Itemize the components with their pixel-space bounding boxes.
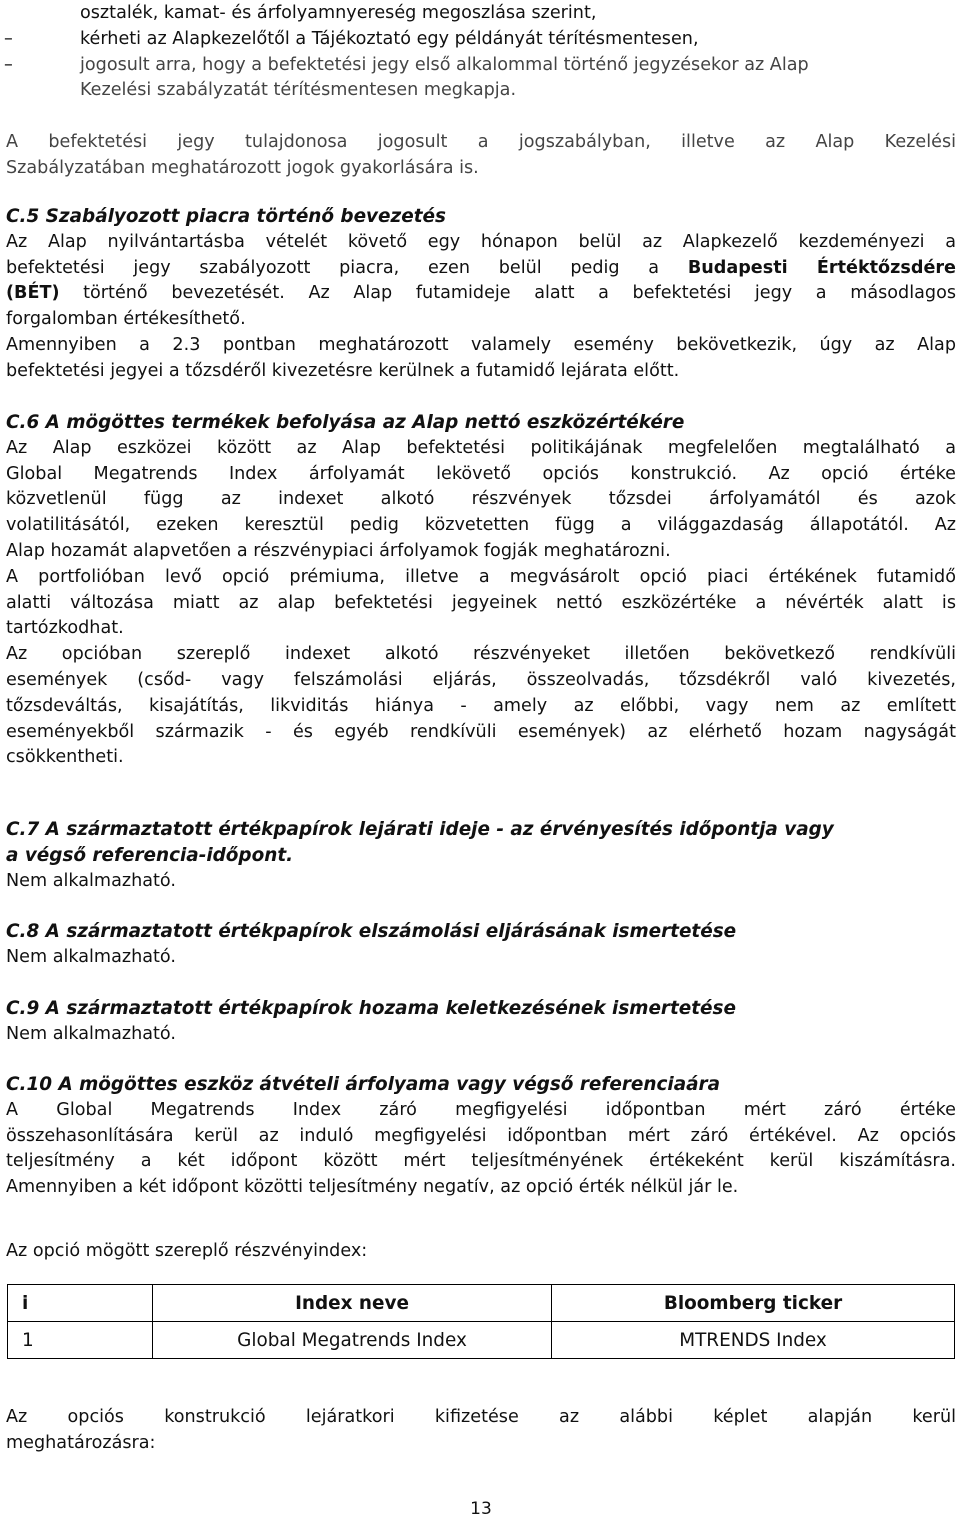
section-c10 xyxy=(6,1072,956,1201)
paragraph-line: Az Alap nyilvántartásba vételét követő egy hónapon belül az Alapkezelő kezdeményezi a xyxy=(6,231,956,252)
section-c8 xyxy=(6,919,956,971)
dash-bullet: – xyxy=(4,54,13,75)
bold-text: Budapesti Értéktőzsdére xyxy=(687,257,956,278)
paragraph-line: összehasonlítására kerül az induló megfigyelési időpontban mért záró értékével. Az opciós xyxy=(6,1125,956,1146)
section-c5 xyxy=(6,204,956,385)
section-heading: C.9 A származtatott értékpapírok hozama keletkezésének ismertetése xyxy=(6,998,736,1019)
page-number: 13 xyxy=(470,1499,492,1519)
paragraph-line: Amennyiben a 2.3 pontban meghatározott valamely esemény bekövetkezik, úgy az Alap xyxy=(6,334,956,355)
list-item-text: kérheti az Alapkezelőtől a Tájékoztató egy példányát térítésmentesen, xyxy=(80,28,699,49)
section-c6 xyxy=(6,410,956,771)
section-heading: C.8 A származtatott értékpapírok elszámolási eljárásának ismertetése xyxy=(6,921,737,942)
paragraph-line: alatti változása miatt az alap befektetési jegyeinek nettó eszközértéke a névérték alatt is xyxy=(6,592,956,613)
bold-text: (BÉT) xyxy=(6,283,60,304)
section-c7 xyxy=(6,817,956,894)
table-header-cell: Index neve xyxy=(153,1285,552,1322)
paragraph-line: Az opcióban szereplő indexet alkotó részvényeket illetően bekövetkező rendkívüli xyxy=(6,644,956,665)
dash-bullet: – xyxy=(4,28,13,49)
paragraph-line: tőzsdeváltás, kisajátítás, likviditás hiánya - amely az előbbi, vagy nem az említett xyxy=(6,695,956,716)
list-item xyxy=(6,27,956,53)
closing-paragraph xyxy=(6,1405,956,1457)
text-span: történő bevezetését. Az Alap futamideje alatt a befektetési jegy a másodlagos xyxy=(59,283,956,304)
paragraph-line: meghatározásra: xyxy=(6,1432,156,1453)
investor-rights-list xyxy=(6,1,956,104)
paragraph-line: A Global Megatrends Index záró megfigyelési időpontban mért záró értéke xyxy=(6,1099,956,1120)
section-heading: C.5 Szabályozott piacra történő bevezetés xyxy=(6,206,446,227)
text-span: befektetési jegy szabályozott piacra, ezen belül pedig a xyxy=(6,257,688,278)
table-cell: 1 xyxy=(8,1322,153,1359)
paragraph-line: befektetési jegyei a tőzsdéről kivezetésre kerülnek a futamidő lejárata előtt. xyxy=(6,360,680,381)
table-row xyxy=(8,1322,955,1359)
table-header-row xyxy=(8,1285,955,1322)
paragraph-line: Az Alap eszközei között az Alap befektetési politikájának megfelelően megtalálható a xyxy=(6,437,956,458)
table-header-cell: i xyxy=(8,1285,153,1322)
list-item xyxy=(6,53,956,105)
list-continuation: osztalék, kamat- és árfolyamnyereség megoszlása szerint, xyxy=(80,3,597,23)
paragraph-line: Az opció mögött szereplő részvényindex: xyxy=(6,1241,368,1261)
paragraph-line: eseményekből származik - és egyéb rendkívüli események) az elérhető hozam nagyságát xyxy=(6,721,956,742)
paragraph-line: Az opciós konstrukció lejáratkori kifizetése az alábbi képlet alapján kerül xyxy=(6,1407,956,1427)
paragraph-line: Nem alkalmazható. xyxy=(6,1023,176,1044)
paragraph-line: Szabályzatában meghatározott jogok gyakorlására is. xyxy=(6,157,479,178)
section-heading: C.6 A mögöttes termékek befolyása az Alap nettó eszközértékére xyxy=(6,412,685,433)
paragraph-line xyxy=(6,281,956,307)
list-item-text: jogosult arra, hogy a befektetési jegy első alkalommal történő jegyzésekor az Alap xyxy=(80,54,809,75)
paragraph-line: A befektetési jegy tulajdonosa jogosult a jogszabályban, illetve az Alap Kezelési xyxy=(6,132,956,152)
paragraph-line: Nem alkalmazható. xyxy=(6,870,176,891)
paragraph-line: A portfolióban levő opció prémiuma, illetve a megvásárolt opció piaci értékének futamidő xyxy=(6,566,956,587)
holder-rights-paragraph xyxy=(6,130,956,182)
paragraph-line: Alap hozamát alapvetően a részvénypiaci árfolyamok fogják meghatározni. xyxy=(6,540,671,561)
paragraph-line: események (csőd- vagy felszámolási eljárás, összeolvadás, tőzsdékről való kivezetés, xyxy=(6,669,956,690)
paragraph-line xyxy=(6,256,956,282)
paragraph-line: Amennyiben a két időpont közötti teljesítmény negatív, az opció érték nélkül jár le. xyxy=(6,1177,739,1198)
section-c9 xyxy=(6,996,956,1048)
table-cell: MTRENDS Index xyxy=(552,1322,955,1359)
paragraph-line: közvetlenül függ az indexet alkotó részvények tőzsdei árfolyamától és azok xyxy=(6,489,956,510)
paragraph-line: Global Megatrends Index árfolyamát lekövető opciós konstrukció. Az opció értéke xyxy=(6,463,956,484)
paragraph-line: csökkentheti. xyxy=(6,747,124,768)
table-header-cell: Bloomberg ticker xyxy=(552,1285,955,1322)
table-cell: Global Megatrends Index xyxy=(153,1322,552,1359)
index-table xyxy=(7,1284,955,1359)
list-item-text: Kezelési szabályzatát térítésmentesen megkapja. xyxy=(80,80,517,101)
paragraph-line: teljesítmény a két időpont között mért teljesítményének értékeként kerül kiszámításra. xyxy=(6,1151,956,1172)
section-heading: C.7 A származtatott értékpapírok lejárati ideje - az érvényesítés időpontja vagy xyxy=(6,819,834,840)
paragraph-line: forgalomban értékesíthető. xyxy=(6,309,246,330)
paragraph-line: volatilitásától, ezeken keresztül pedig közvetetten függ a világgazdaság állapotától. Az xyxy=(6,515,956,536)
paragraph-line: tartózkodhat. xyxy=(6,618,124,639)
paragraph-line: Nem alkalmazható. xyxy=(6,946,176,967)
index-intro xyxy=(6,1239,956,1265)
section-heading: C.10 A mögöttes eszköz átvételi árfolyama vagy végső referenciaára xyxy=(6,1074,721,1095)
section-heading-cont: a végső referencia-időpont. xyxy=(6,844,294,866)
